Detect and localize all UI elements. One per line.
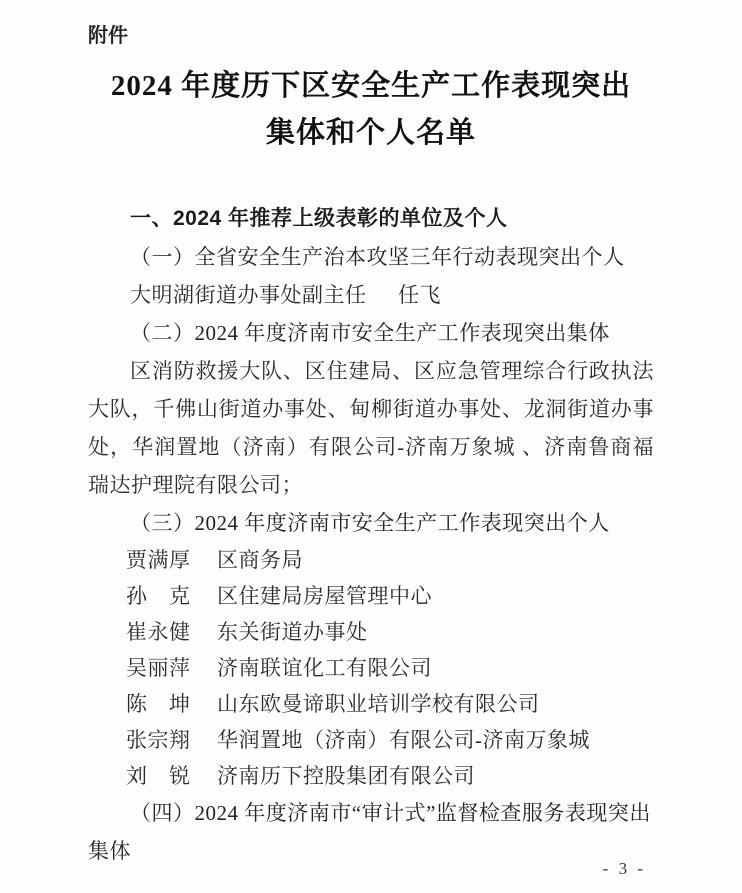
individual-org: 区商务局	[217, 548, 303, 572]
individual-org: 山东欧曼谛职业培训学校有限公司	[217, 692, 540, 716]
individual-org: 东关街道办事处	[217, 620, 368, 644]
section-1-heading: 一、2024 年推荐上级表彰的单位及个人	[130, 207, 508, 230]
subsection-3-heading: （三）2024 年度济南市安全生产工作表现突出个人	[130, 511, 610, 535]
individual-name: 吴丽萍	[126, 656, 191, 680]
individual-name: 孙 克	[126, 584, 191, 608]
awardee-line	[88, 276, 654, 314]
individual-org: 济南历下控股集团有限公司	[217, 764, 475, 788]
individual-row	[88, 578, 654, 614]
subsection-4-heading: （四）2024 年度济南市“审计式”监督检查服务表现突出集体	[88, 801, 651, 863]
individual-org: 济南联谊化工有限公司	[217, 656, 432, 680]
awardee-position: 大明湖街道办事处副主任	[130, 283, 367, 307]
individual-name: 贾满厚	[126, 548, 191, 572]
individual-name: 刘 锐	[126, 764, 191, 788]
individual-name: 崔永健	[126, 620, 191, 644]
page-number: - 3 -	[602, 859, 646, 878]
individual-row	[88, 758, 654, 794]
subsection-1-heading: （一）全省安全生产治本攻坚三年行动表现突出个人	[130, 245, 625, 269]
document-title-line-1: 2024 年度历下区安全生产工作表现突出	[110, 70, 632, 102]
document-title	[88, 63, 654, 157]
individual-org: 华润置地（济南）有限公司-济南万象城	[217, 728, 590, 752]
individual-row	[88, 542, 654, 578]
individual-name: 张宗翔	[126, 728, 191, 752]
individual-row	[88, 650, 654, 686]
document-title-line-2: 集体和个人名单	[265, 117, 476, 149]
attachment-label: 附件	[88, 25, 128, 47]
individual-row	[88, 722, 654, 758]
collectives-paragraph: 区消防救援大队、区住建局、区应急管理综合行政执法大队，千佛山街道办事处、甸柳街道办事处、龙洞街道办事处，华润置地（济南）有限公司-济南万象城 、济南鲁商福瑞达护理院有限公司；	[88, 359, 654, 497]
subsection-2-heading: （二）2024 年度济南市安全生产工作表现突出集体	[130, 321, 610, 345]
individual-name: 陈 坤	[126, 692, 191, 716]
awardee-name: 任飞	[398, 283, 441, 307]
individual-org: 区住建局房屋管理中心	[217, 584, 432, 608]
individual-row	[88, 686, 654, 722]
individual-row	[88, 614, 654, 650]
document-body	[88, 200, 654, 870]
